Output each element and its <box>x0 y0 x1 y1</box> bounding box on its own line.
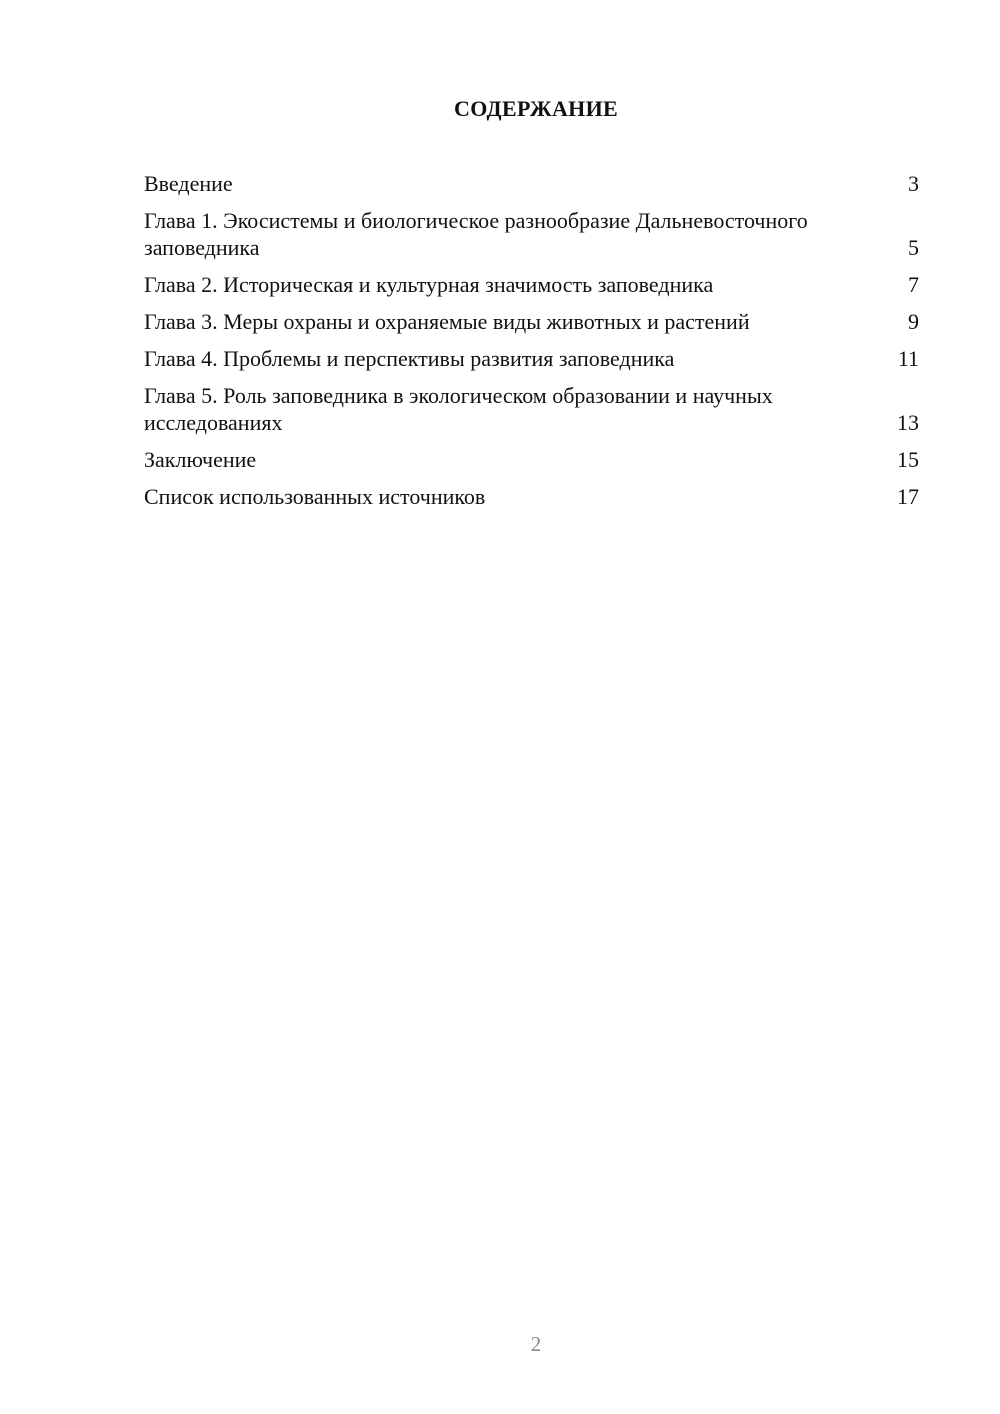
toc-entry-title: Глава 4. Проблемы и перспективы развития заповедника <box>144 346 675 371</box>
toc-entry <box>144 382 919 436</box>
table-of-contents <box>144 170 919 520</box>
toc-entry-title: Глава 3. Меры охраны и охраняемые виды животных и растений <box>144 309 750 334</box>
toc-entry-page: 7 <box>908 272 919 297</box>
toc-entry-page: 3 <box>908 171 919 196</box>
toc-entry <box>144 483 919 510</box>
toc-entry-page: 11 <box>897 346 919 371</box>
toc-entry-page: 17 <box>897 484 919 509</box>
toc-entry-title: Введение <box>144 171 233 196</box>
toc-entry-title: Заключение <box>144 447 257 472</box>
toc-entry <box>144 207 919 261</box>
toc-entry-page: 15 <box>897 447 919 472</box>
toc-entry-title: Глава 2. Историческая и культурная значимость заповедника <box>144 272 714 297</box>
page-number: 2 <box>530 1332 542 1356</box>
toc-heading: СОДЕРЖАНИЕ <box>454 96 618 121</box>
toc-entry-title: Глава 1. Экосистемы и биологическое разнообразие Дальневосточного заповедника <box>144 208 808 260</box>
toc-entry-page: 9 <box>908 309 919 334</box>
toc-entry <box>144 170 919 197</box>
toc-entry <box>144 271 919 298</box>
toc-entry <box>144 308 919 335</box>
toc-entry <box>144 446 919 473</box>
toc-entry-page: 5 <box>908 235 919 260</box>
toc-entry-title: Глава 5. Роль заповедника в экологическом образовании и научных исследованиях <box>144 383 773 435</box>
toc-entry-page: 13 <box>897 410 919 435</box>
toc-entry <box>144 345 919 372</box>
toc-entry-title: Список использованных источников <box>144 484 486 509</box>
